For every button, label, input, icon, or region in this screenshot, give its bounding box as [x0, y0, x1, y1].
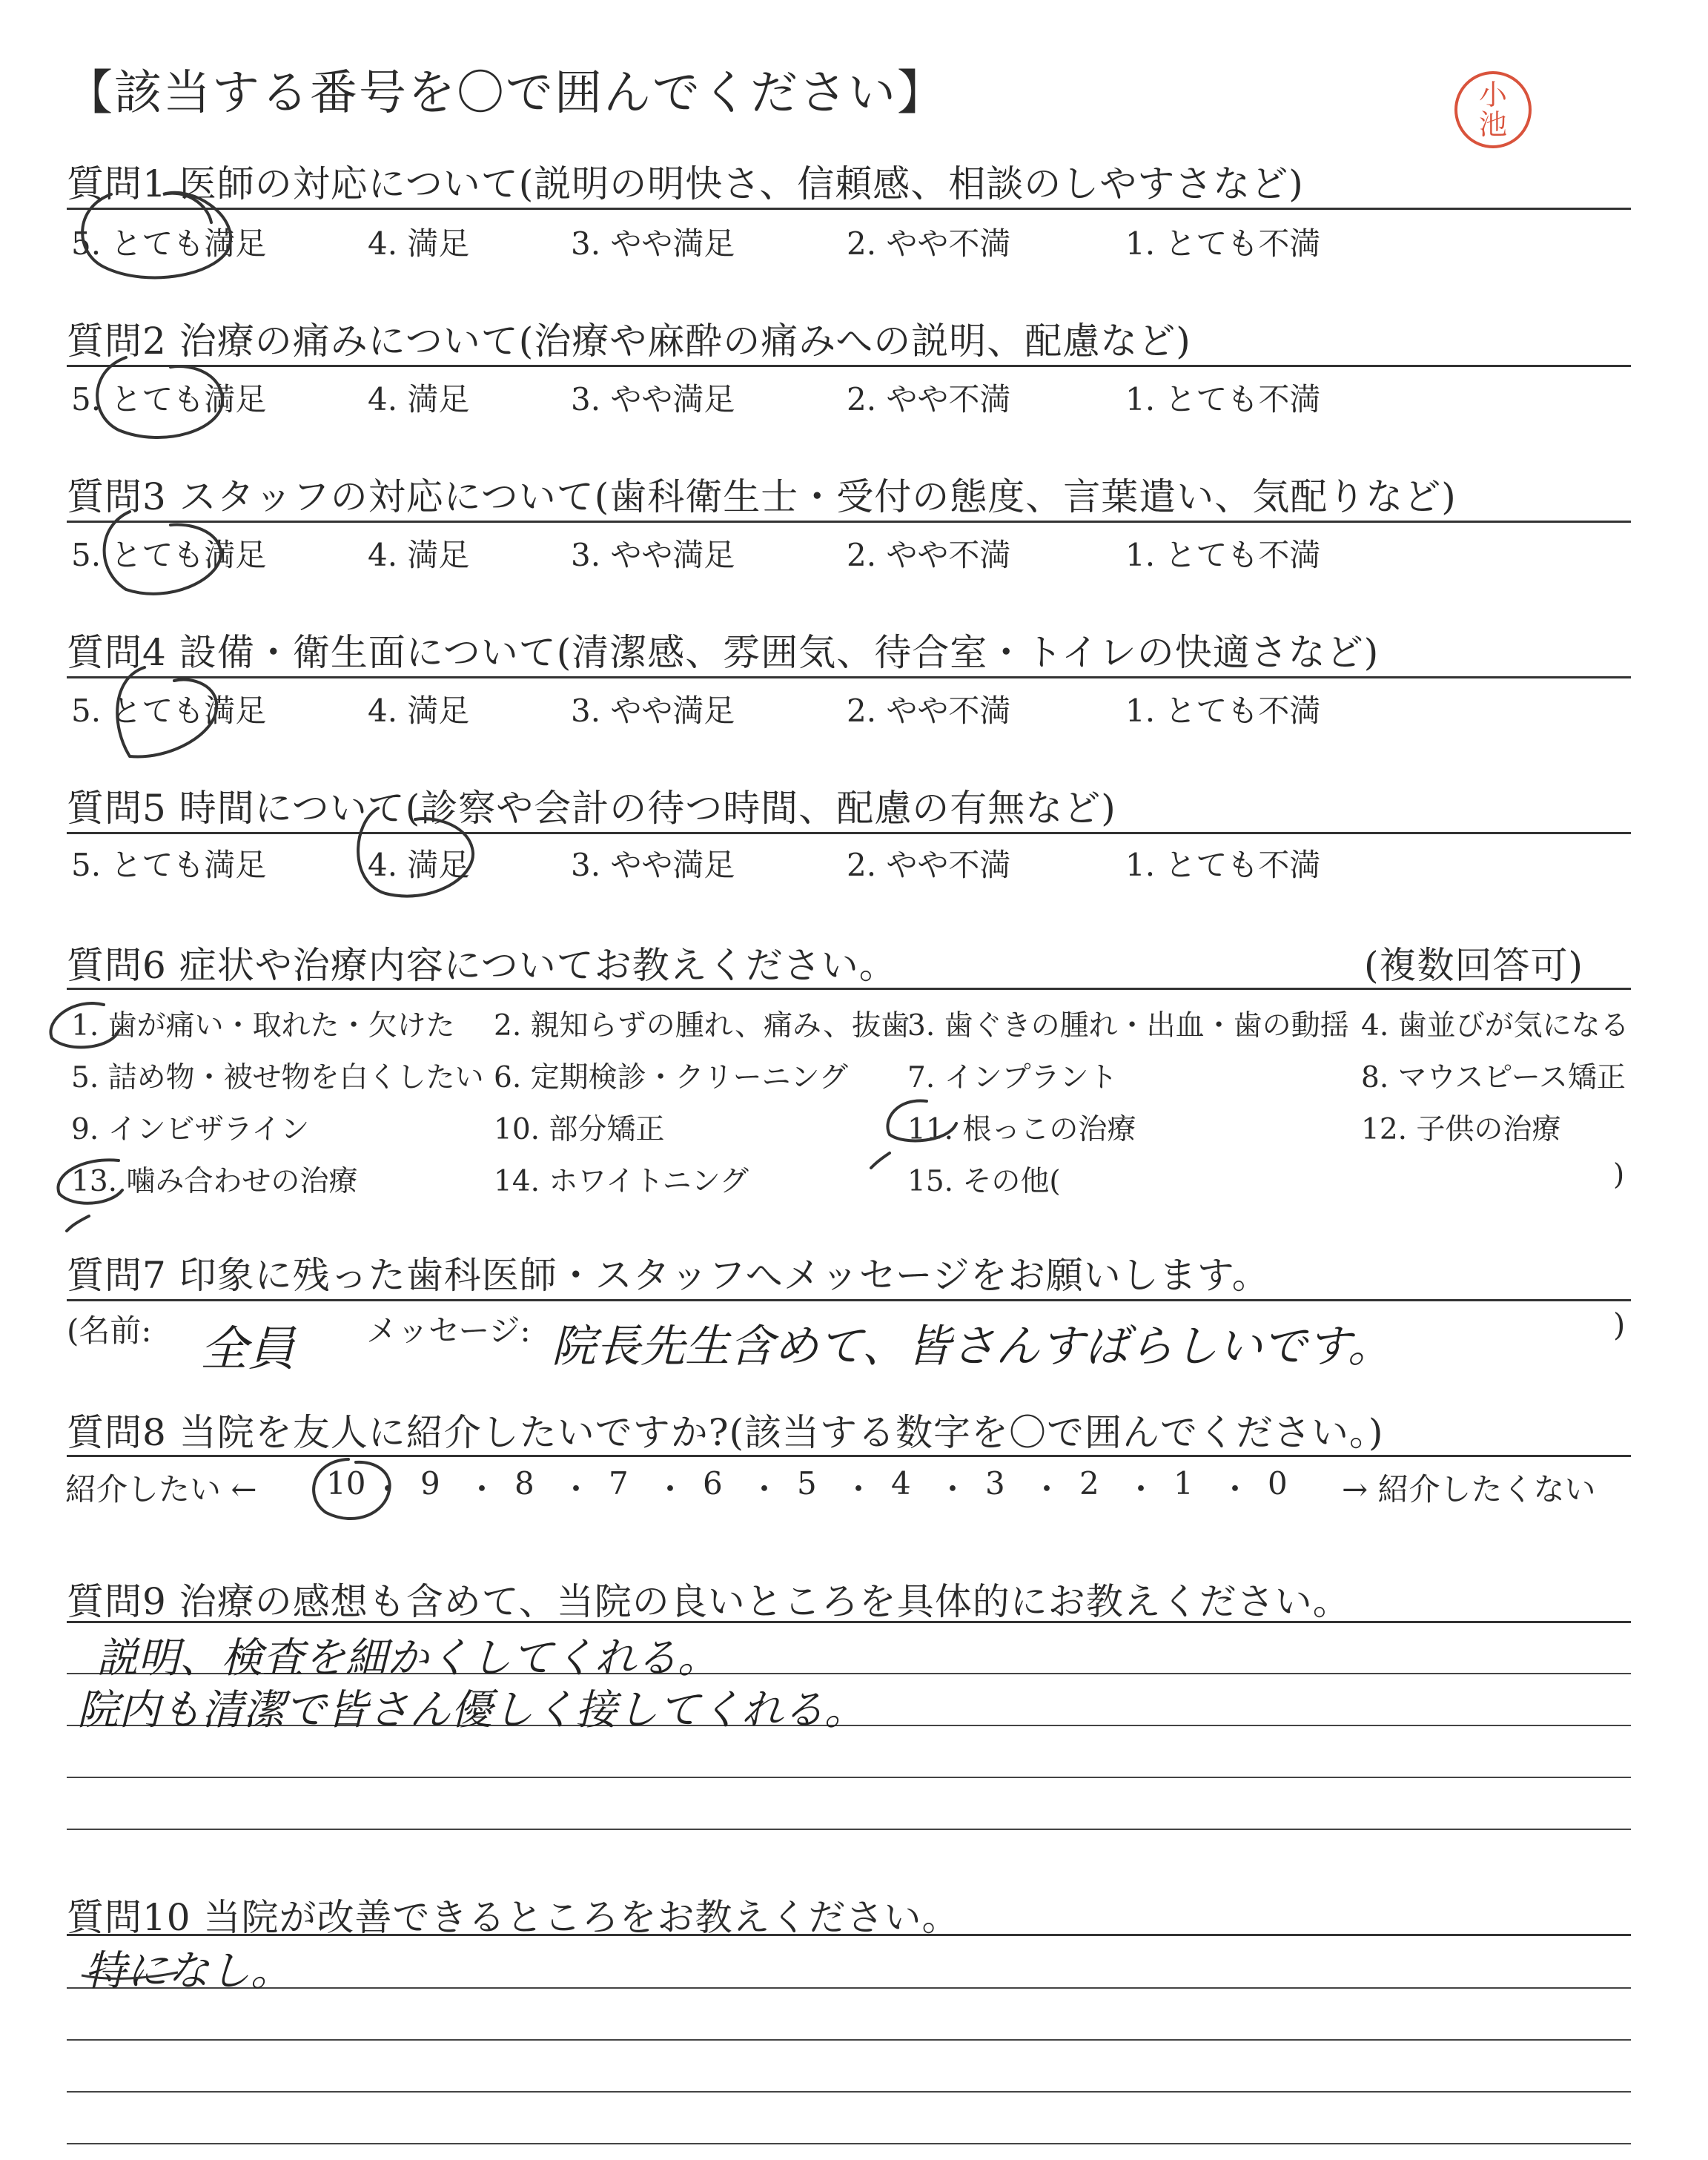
q2-title: 質問2 治療の痛みについて(治療や麻酔の痛みへの説明、配慮など): [67, 320, 1191, 363]
q8-left-label: 紹介したい ←: [65, 1471, 257, 1507]
q3-title: 質問3 スタッフの対応について(歯科衛生士・受付の態度、言葉遣い、気配りなど): [67, 475, 1457, 518]
q8-score-7[interactable]: 7: [609, 1465, 629, 1502]
form-heading: 【該当する番号を〇で囲んでください】: [65, 66, 946, 121]
q1-option-1[interactable]: 1. とても不満: [1125, 225, 1321, 262]
q10-answer-line-1[interactable]: 特になし。: [85, 1947, 292, 1995]
q4-option-4[interactable]: 4. 満足: [368, 693, 470, 729]
q3-option-4[interactable]: 4. 満足: [368, 537, 470, 573]
q8-score-10[interactable]: 10: [326, 1465, 366, 1502]
q8-score-8[interactable]: 8: [514, 1465, 534, 1502]
q8-score-9[interactable]: 9: [420, 1465, 440, 1502]
q7-message-label: メッセージ:: [366, 1312, 531, 1349]
q6-option-12[interactable]: 12. 子供の治療: [1361, 1113, 1561, 1146]
q8-separator-dot: ・: [466, 1471, 498, 1507]
q3-option-1[interactable]: 1. とても不満: [1125, 537, 1321, 573]
q6-option-9[interactable]: 9. インビザライン: [71, 1113, 310, 1146]
q5-option-3[interactable]: 3. やや満足: [571, 847, 735, 883]
q5-title: 質問5 時間について(診察や会計の待つ時間、配慮の有無など): [67, 787, 1116, 830]
q4-option-2[interactable]: 2. やや不満: [847, 693, 1011, 729]
answer-line: [67, 1777, 1631, 1778]
q6-option-14[interactable]: 14. ホワイトニング: [494, 1165, 749, 1198]
answer-line: [67, 2143, 1631, 2144]
hanko-stamp: [1454, 71, 1532, 148]
q2-option-4[interactable]: 4. 満足: [368, 381, 470, 417]
q9-answer-line-1[interactable]: 説明、検査を細かくしてくれる。: [96, 1634, 719, 1682]
q8-score-4[interactable]: 4: [891, 1465, 911, 1502]
q8-separator-dot: ・: [655, 1471, 686, 1507]
divider: [67, 365, 1631, 367]
q8-score-0[interactable]: 0: [1268, 1465, 1288, 1502]
stamp-char: 池: [1478, 108, 1507, 141]
q7-name-label: (名前:: [67, 1312, 152, 1349]
q4-option-5[interactable]: 5. とても満足: [71, 693, 267, 729]
q8-score-1[interactable]: 1: [1174, 1465, 1194, 1502]
q10-title: 質問10 当院が改善できるところをお教えください。: [67, 1896, 960, 1939]
divider: [67, 521, 1631, 523]
q3-option-3[interactable]: 3. やや満足: [571, 537, 735, 573]
q8-separator-dot: ・: [937, 1471, 969, 1507]
q8-score-3[interactable]: 3: [985, 1465, 1005, 1502]
q1-option-4[interactable]: 4. 満足: [368, 225, 470, 262]
answer-line: [67, 1829, 1631, 1830]
q4-option-1[interactable]: 1. とても不満: [1125, 693, 1321, 729]
q8-title: 質問8 当院を友人に紹介したいですか?(該当する数字を〇で囲んでください。): [67, 1411, 1384, 1454]
q1-option-5[interactable]: 5. とても満足: [71, 225, 267, 262]
q7-message-handwritten[interactable]: 院長先生含めて、皆さんすばらしいです。: [552, 1321, 1392, 1373]
divider: [67, 1934, 1631, 1936]
q7-title: 質問7 印象に残った歯科医師・スタッフへメッセージをお願いします。: [67, 1254, 1270, 1297]
q9-title: 質問9 治療の感想も含めて、当院の良いところを具体的にお教えください。: [67, 1580, 1351, 1623]
q8-score-5[interactable]: 5: [797, 1465, 817, 1502]
q6-option-5[interactable]: 5. 詰め物・被せ物を白くしたい: [71, 1061, 484, 1094]
q8-separator-dot: ・: [372, 1471, 404, 1507]
q2-option-1[interactable]: 1. とても不満: [1125, 381, 1321, 417]
q6-option-2[interactable]: 2. 親知らずの腫れ、痛み、抜歯: [494, 1009, 910, 1043]
q6-option-3[interactable]: 3. 歯ぐきの腫れ・出血・歯の動揺: [907, 1009, 1349, 1043]
q1-title: 質問1 医師の対応について(説明の明快さ、信頼感、相談のしやすさなど): [67, 162, 1304, 205]
q8-separator-dot: ・: [843, 1471, 875, 1507]
q8-score-2[interactable]: 2: [1079, 1465, 1099, 1502]
q6-option-6[interactable]: 6. 定期検診・クリーニング: [494, 1061, 848, 1094]
q6-option-15[interactable]: 15. その他(: [907, 1165, 1061, 1198]
q6-multi-note: (複数回答可): [1364, 944, 1584, 987]
q5-option-5[interactable]: 5. とても満足: [71, 847, 267, 883]
q8-separator-dot: ・: [1219, 1471, 1251, 1507]
q2-option-3[interactable]: 3. やや満足: [571, 381, 735, 417]
q6-other-close: ): [1613, 1158, 1625, 1192]
q8-separator-dot: ・: [1031, 1471, 1063, 1507]
q6-title: 質問6 症状や治療内容についてお教えください。: [67, 944, 897, 987]
q8-right-label: → 紹介したくない: [1342, 1471, 1596, 1507]
divider: [67, 676, 1631, 678]
q5-option-4[interactable]: 4. 満足: [368, 847, 470, 883]
q6-option-4[interactable]: 4. 歯並びが気になる: [1361, 1009, 1629, 1043]
divider: [67, 1299, 1631, 1301]
divider: [67, 832, 1631, 834]
answer-line: [67, 1987, 1631, 1989]
q8-score-6[interactable]: 6: [703, 1465, 723, 1502]
q1-option-2[interactable]: 2. やや不満: [847, 225, 1011, 262]
q3-option-2[interactable]: 2. やや不満: [847, 537, 1011, 573]
q7-close-paren: ): [1613, 1307, 1626, 1343]
q4-option-3[interactable]: 3. やや満足: [571, 693, 735, 729]
q8-separator-dot: ・: [1125, 1471, 1157, 1507]
q2-option-5[interactable]: 5. とても満足: [71, 381, 267, 417]
q6-option-8[interactable]: 8. マウスピース矯正: [1361, 1061, 1626, 1094]
q6-option-13[interactable]: 13. 噛み合わせの治療: [71, 1165, 358, 1198]
divider: [67, 988, 1631, 990]
divider: [67, 1621, 1631, 1623]
q4-title: 質問4 設備・衛生面について(清潔感、雰囲気、待合室・トイレの快適さなど): [67, 631, 1380, 674]
divider: [67, 208, 1631, 210]
q6-option-10[interactable]: 10. 部分矯正: [494, 1113, 665, 1146]
q9-answer-line-2[interactable]: 院内も清潔で皆さん優しく接してくれる。: [77, 1686, 866, 1734]
q8-separator-dot: ・: [749, 1471, 781, 1507]
q5-option-1[interactable]: 1. とても不満: [1125, 847, 1321, 883]
q1-option-3[interactable]: 3. やや満足: [571, 225, 735, 262]
answer-line: [67, 2039, 1631, 2041]
stamp-char: 小: [1478, 79, 1507, 111]
q6-option-11[interactable]: 11. 根っこの治療: [907, 1113, 1136, 1146]
answer-line: [67, 2091, 1631, 2093]
q5-option-2[interactable]: 2. やや不満: [847, 847, 1011, 883]
q3-option-5[interactable]: 5. とても満足: [71, 537, 267, 573]
q6-option-1[interactable]: 1. 歯が痛い・取れた・欠けた: [71, 1009, 455, 1043]
q2-option-2[interactable]: 2. やや不満: [847, 381, 1011, 417]
divider: [67, 1455, 1631, 1457]
q7-name-handwritten[interactable]: 全員: [200, 1322, 295, 1377]
q8-separator-dot: ・: [560, 1471, 592, 1507]
q6-option-7[interactable]: 7. インプラント: [907, 1061, 1118, 1094]
